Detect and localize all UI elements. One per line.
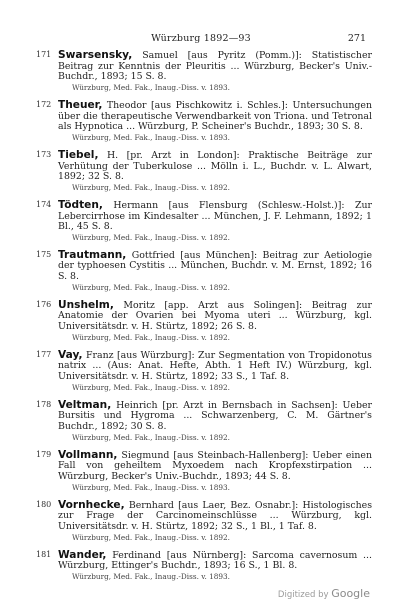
entry-citation [58, 250, 372, 283]
bibliography-entry [36, 400, 372, 442]
entry-number: 176 [36, 299, 52, 309]
watermark-prefix: Digitized by [277, 590, 332, 600]
entry-text: Franz [aus Würzburg]: Zur Segmentation von Tropidonotus natrix ... (Aus: Anat. Hefte, Abth. 1 Heft IV.) Würzburg, kgl. Universitätsdr. v. H. Stürtz, 1892; 33 S., 1 Taf. 8. [58, 349, 372, 382]
bibliography-entry [36, 150, 372, 192]
entry-citation [58, 50, 372, 83]
entry-citation [58, 200, 372, 233]
bibliography-entry [36, 50, 372, 92]
entry-dissertation-note: Würzburg, Med. Fak., Inaug.-Diss. v. 1892. [72, 382, 230, 392]
entry-dissertation-note: Würzburg, Med. Fak., Inaug.-Diss. v. 1892. [72, 332, 230, 342]
entry-number: 174 [36, 199, 52, 209]
entry-dissertation-note: Würzburg, Med. Fak., Inaug.-Diss. v. 1892. [72, 232, 230, 242]
entry-citation [58, 300, 372, 333]
entry-citation [58, 100, 372, 133]
entry-text: Siegmund [aus Steinbach-Hallenberg]: Ueber einen Fall von geheiltem Myxoedem nach Kropfexstirpation ... Würzburg, Becker's Univ.-Buchdr., 1893; 44 S. 8. [58, 449, 372, 482]
bibliography-entry [36, 500, 372, 542]
bibliography-entry [36, 550, 372, 581]
bibliography-entry [36, 300, 372, 342]
entry-text: Theodor [aus Pischkowitz i. Schles.]: Untersuchungen über die therapeutische Verwendbarkeit von Triona. und Tetronal als Hypnotica ... Würzburg, P. Scheiner's Buchdr., 1893; 30 S. 8. [58, 99, 372, 133]
entry-author: Unshelm, [58, 298, 114, 311]
entry-dissertation-note: Würzburg, Med. Fak., Inaug.-Diss. v. 1893. [72, 82, 230, 92]
entry-dissertation-note: Würzburg, Med. Fak., Inaug.-Diss. v. 1893. [72, 482, 230, 492]
entry-author: Wander, [58, 548, 107, 561]
entry-author: Vornhecke, [58, 498, 125, 511]
entry-text: Heinrich [pr. Arzt in Bernsbach in Sachsen]: Ueber Bursitis und Hygroma ... Schwarzenberg, C. M. Gärtner's Buchdr., 1892; 30 S. 8. [58, 399, 372, 432]
entry-dissertation-note: Würzburg, Med. Fak., Inaug.-Diss. v. 1892. [72, 432, 230, 442]
entry-dissertation-note: Würzburg, Med. Fak., Inaug.-Diss. v. 1893. [72, 571, 230, 581]
digitization-watermark [278, 587, 370, 600]
bibliography-list [36, 50, 372, 589]
bibliography-entry [36, 200, 372, 242]
entry-author: Tiebel, [58, 148, 99, 161]
entry-number: 179 [36, 449, 52, 459]
entry-text: Samuel [aus Pyritz (Pomm.)]: Statistischer Beitrag zur Kenntnis der Pleuritis ... Würzburg, Becker's Univ.-Buchdr., 1893; 15 S. 8. [58, 50, 372, 83]
entry-author: Vay, [58, 348, 83, 361]
entry-dissertation-note: Würzburg, Med. Fak., Inaug.-Diss. v. 1892. [72, 532, 230, 542]
bibliography-entry [36, 100, 372, 142]
entry-number: 178 [36, 399, 52, 409]
entry-number: 175 [36, 249, 52, 259]
entry-dissertation-note: Würzburg, Med. Fak., Inaug.-Diss. v. 1892. [72, 282, 230, 292]
page-title: Würzburg 1892—93 [151, 33, 251, 44]
entry-citation [58, 550, 372, 572]
entry-author: Vollmann, [58, 448, 118, 461]
entry-text: Hermann [aus Flensburg (Schlesw.-Holst.)]: Zur Lebercirrhose im Kindesalter ... München, J. F. Lehmann, 1892; 1 Bl., 45 S. 8. [58, 199, 372, 233]
entry-author: Tödten, [58, 198, 103, 211]
entry-number: 173 [36, 149, 52, 159]
entry-citation [58, 350, 372, 383]
entry-author: Theuer, [58, 98, 103, 111]
entry-citation [58, 500, 372, 533]
watermark-brand: Google [331, 587, 370, 600]
bibliography-entry [36, 250, 372, 292]
entry-author: Trautmann, [58, 248, 127, 261]
entry-author: Swarsensky, [58, 49, 133, 61]
entry-number: 177 [36, 349, 52, 359]
page-number: 271 [347, 33, 366, 44]
entry-citation [58, 400, 372, 433]
entry-number: 181 [36, 549, 52, 559]
entry-text: Ferdinand [aus Nürnberg]: Sarcoma cavernosum ... Würzburg, Ettinger's Buchdr., 1893; 16 S., 1 Bl. 8. [58, 549, 372, 572]
entry-text: Bernhard [aus Laer, Bez. Osnabr.]: Histologisches zur Frage der Carcinomeinschlüsse ... Würzburg, kgl. Universitätsdr. v. H. Stürtz, 1892; 32 S., 1 Bl., 1 Taf. 8. [58, 499, 372, 532]
entry-citation [58, 150, 372, 183]
entry-author: Veltman, [58, 398, 112, 411]
entry-number: 171 [36, 50, 52, 59]
entry-number: 172 [36, 99, 52, 109]
entry-text: H. [pr. Arzt in London]: Praktische Beiträge zur Verhütung der Tuberkulose ... Mölln i. L., Buchdr. v. L. Alwart, 1892; 32 S. 8. [58, 149, 372, 183]
entry-citation [58, 450, 372, 483]
entry-number: 180 [36, 499, 52, 509]
entry-text: Moritz [app. Arzt aus Solingen]: Beitrag zur Anatomie der Ovarien bei Myoma uteri ... Würzburg, kgl. Universitätsdr. v. H. Stürtz, 1892; 26 S. 8. [58, 299, 372, 333]
entry-dissertation-note: Würzburg, Med. Fak., Inaug.-Diss. v. 1892. [72, 182, 230, 192]
bibliography-entry [36, 450, 372, 492]
entry-text: Gottfried [aus München]: Beitrag zur Aetiologie der typhoesen Cystitis ... München, Buchdr. v. M. Ernst, 1892; 16 S. 8. [58, 249, 372, 283]
bibliography-entry [36, 350, 372, 392]
running-head [36, 33, 366, 47]
entry-dissertation-note: Würzburg, Med. Fak., Inaug.-Diss. v. 1893. [72, 132, 230, 142]
